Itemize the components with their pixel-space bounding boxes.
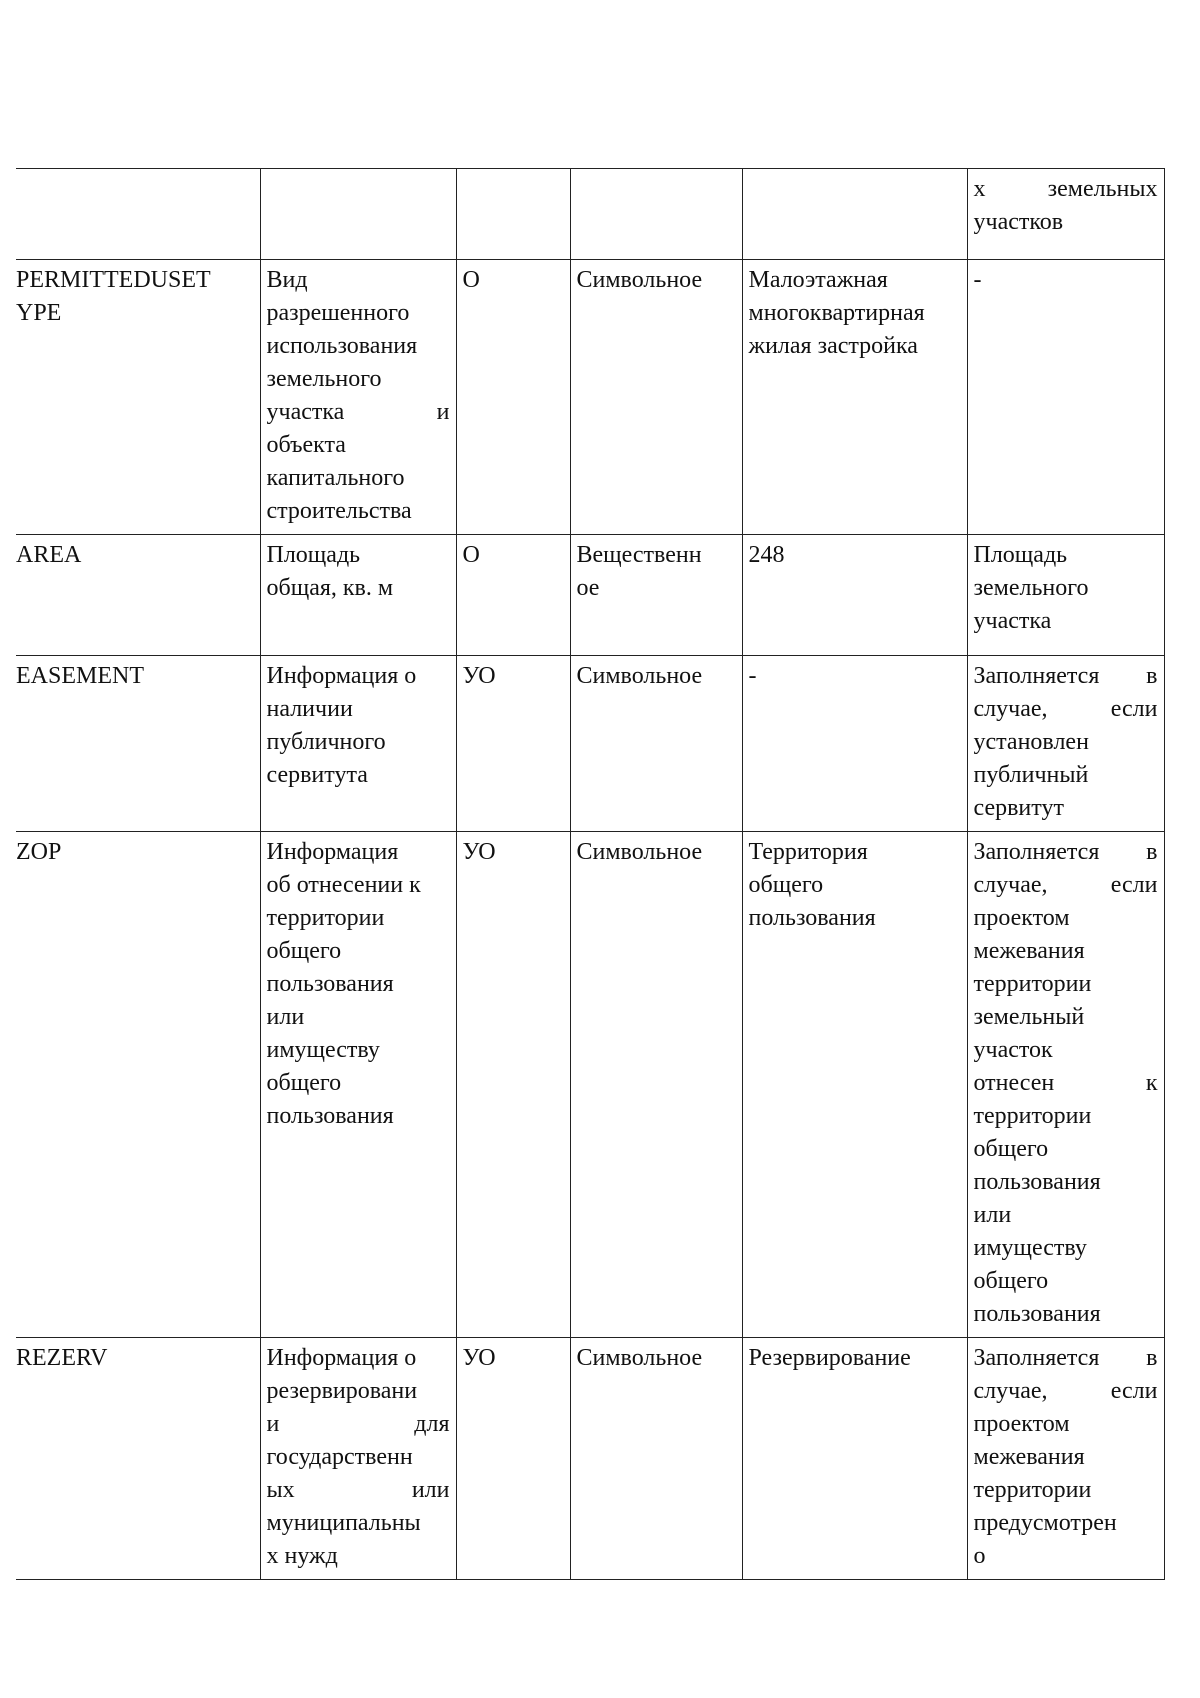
attribute-code-cell: AREA [16,535,260,656]
note-line: межевания [973,1444,1085,1470]
note-line: межевания [973,938,1085,964]
note-line: сервитут [973,795,1064,821]
note-line: о [973,1543,986,1569]
attribute-table [16,168,1165,1580]
attribute-note-cell [967,535,1164,656]
attribute-code-cell [16,169,260,260]
note-line: земельный [973,1004,1085,1030]
name-line: участка и [266,399,450,425]
attribute-type-cell [570,535,742,656]
name-line: об отнесении к [266,872,421,898]
table-row [16,535,1164,656]
code-line: YPE [16,300,62,326]
attribute-example-cell: - [742,656,967,832]
name-line: Информация [266,839,399,865]
note-line: проектом [973,1411,1070,1437]
attribute-name-cell [260,656,456,832]
note-line: случае, если [973,1378,1158,1404]
name-line: сервитута [266,762,368,788]
note-line: Заполняется в [973,839,1158,865]
attribute-type-cell: Символьное [570,656,742,832]
attribute-obligation-cell: О [456,535,570,656]
table-row [16,169,1164,260]
name-line: резервировани [266,1378,418,1404]
note-line: Площадь [973,542,1068,568]
name-line: государственн [266,1444,413,1470]
attribute-name-cell [260,535,456,656]
note-line: пользования [973,1301,1101,1327]
note-line: участок [973,1037,1053,1063]
note-line: предусмотрен [973,1510,1117,1536]
attribute-code-cell: EASEMENT [16,656,260,832]
attribute-type-cell: Символьное [570,1338,742,1580]
note-line: публичный [973,762,1089,788]
note-line: х земельных [973,176,1158,202]
name-line: использования [266,333,418,359]
attribute-note-cell [967,656,1164,832]
name-line: строительства [266,498,412,524]
attribute-type-cell: Символьное [570,832,742,1338]
example-line: Территория [748,839,868,865]
table-row [16,260,1164,535]
note-line: территории [973,1477,1092,1503]
name-line: и для [266,1411,450,1437]
attribute-type-cell: Символьное [570,260,742,535]
name-line: общая, кв. м [266,575,394,601]
example-line: пользования [748,905,876,931]
note-line: отнесен к [973,1070,1158,1096]
attribute-example-cell [742,832,967,1338]
attribute-obligation-cell: УО [456,1338,570,1580]
type-line: ое [576,575,600,601]
table-row [16,656,1164,832]
code-line: PERMITTEDUSET [16,267,211,293]
note-line: пользования [973,1169,1101,1195]
attribute-note-cell [967,832,1164,1338]
attribute-example-cell [742,169,967,260]
name-line: имуществу [266,1037,380,1063]
attribute-obligation-cell: О [456,260,570,535]
table-row [16,1338,1164,1580]
name-line: или [266,1004,305,1030]
name-line: Информация о [266,1345,417,1371]
name-line: капитального [266,465,405,491]
example-line: Малоэтажная [748,267,888,293]
name-line: разрешенного [266,300,410,326]
note-line: проектом [973,905,1070,931]
note-line: случае, если [973,696,1158,722]
name-line: х нужд [266,1543,338,1569]
name-line: пользования [266,971,394,997]
table-row [16,832,1164,1338]
attribute-type-cell [570,169,742,260]
name-line: Площадь [266,542,361,568]
name-line: Информация о [266,663,417,689]
name-line: территории [266,905,385,931]
name-line: ых или [266,1477,450,1503]
attribute-name-cell [260,169,456,260]
note-line: или [973,1202,1012,1228]
example-line: общего [748,872,824,898]
name-line: общего [266,1070,342,1096]
note-line: случае, если [973,872,1158,898]
note-line: Заполняется в [973,663,1158,689]
name-line: земельного [266,366,382,392]
attribute-code-cell: REZERV [16,1338,260,1580]
attribute-obligation-cell [456,169,570,260]
attribute-note-cell [967,169,1164,260]
note-line: территории [973,1103,1092,1129]
attribute-name-cell [260,832,456,1338]
attribute-example-cell: Резервирование [742,1338,967,1580]
example-line: многоквартирная [748,300,925,326]
note-line: установлен [973,729,1089,755]
attribute-name-cell [260,1338,456,1580]
attribute-name-cell [260,260,456,535]
note-line: Заполняется в [973,1345,1158,1371]
note-line: участка [973,608,1052,634]
name-line: общего [266,938,342,964]
attribute-note-cell: - [967,260,1164,535]
type-line: Вещественн [576,542,702,568]
name-line: Вид [266,267,308,293]
attribute-obligation-cell: УО [456,832,570,1338]
name-line: муниципальны [266,1510,421,1536]
attribute-code-cell: ZOP [16,832,260,1338]
note-line: общего [973,1268,1049,1294]
note-line: общего [973,1136,1049,1162]
attribute-code-cell [16,260,260,535]
attribute-note-cell [967,1338,1164,1580]
note-line: участков [973,209,1064,235]
name-line: публичного [266,729,386,755]
attribute-example-cell [742,260,967,535]
name-line: объекта [266,432,346,458]
note-line: земельного [973,575,1089,601]
note-line: территории [973,971,1092,997]
note-line: имуществу [973,1235,1087,1261]
name-line: наличии [266,696,353,722]
attribute-example-cell: 248 [742,535,967,656]
name-line: пользования [266,1103,394,1129]
example-line: жилая застройка [748,333,918,359]
attribute-obligation-cell: УО [456,656,570,832]
